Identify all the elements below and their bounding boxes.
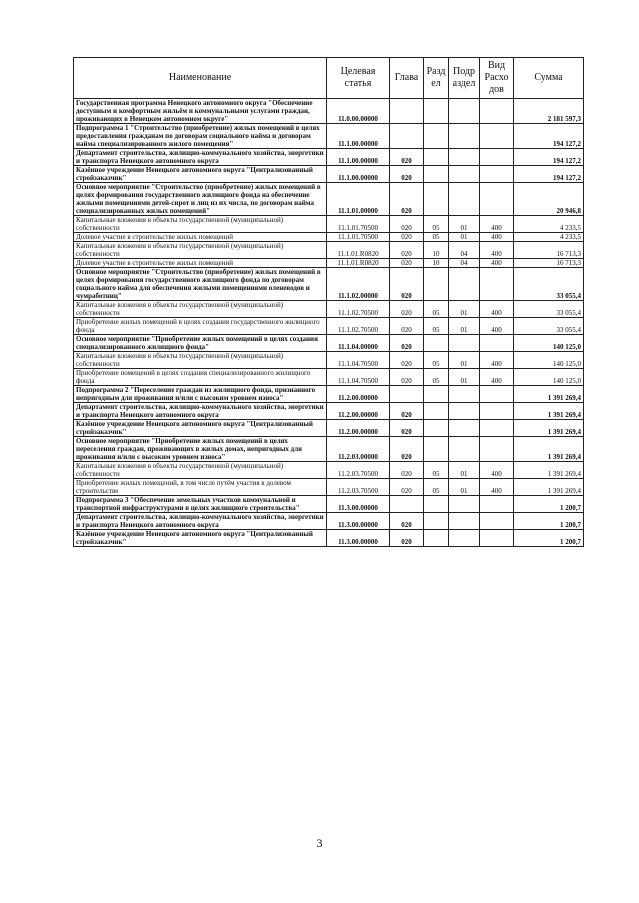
cell-section: 05 [424, 479, 449, 496]
cell-target-article: 11.1.04.00000 [327, 335, 390, 352]
cell-expense-type: 400 [480, 233, 514, 242]
cell-expense-type [480, 124, 514, 149]
cell-target-article: 11.1.00.00000 [327, 149, 390, 166]
table-row [74, 437, 584, 462]
cell-expense-type: 400 [480, 462, 514, 479]
cell-chapter: 020 [390, 530, 424, 547]
cell-name: Основное мероприятие "Приобретение жилых помещений в целях создания специализированного жилищного фонда" [74, 335, 327, 352]
table-row [74, 149, 584, 166]
cell-target-article: 11.3.00.00000 [327, 496, 390, 513]
cell-chapter: 020 [390, 403, 424, 420]
cell-section [424, 149, 449, 166]
table-row [74, 386, 584, 403]
page-number: 3 [316, 836, 323, 850]
cell-expense-type: 400 [480, 216, 514, 233]
cell-sum: 194 127,2 [514, 166, 584, 183]
cell-section [424, 530, 449, 547]
cell-target-article: 11.0.00.00000 [327, 99, 390, 124]
header-expense-type: Вид Расхо дов [480, 58, 514, 99]
cell-chapter: 020 [390, 369, 424, 386]
header-subsection: Подр аздел [449, 58, 480, 99]
cell-section [424, 386, 449, 403]
cell-sum: 1 391 269,4 [514, 386, 584, 403]
cell-target-article: 11.1.01.R0820 [327, 242, 390, 259]
table-row [74, 124, 584, 149]
cell-name: Капитальные вложения в объекты государственной (муниципальной) собственности [74, 242, 327, 259]
cell-name: Государственная программа Ненецкого автономного округа "Обеспечение доступным и комфортным жильём и коммунальными услугами граждан, проживающих в Ненецком автономном округе" [74, 99, 327, 124]
cell-section [424, 124, 449, 149]
table-row [74, 462, 584, 479]
cell-subsection [449, 403, 480, 420]
cell-expense-type [480, 268, 514, 301]
cell-name: Долевое участие в строительстве жилых помещений [74, 233, 327, 242]
cell-chapter: 020 [390, 216, 424, 233]
cell-sum: 4 233,5 [514, 216, 584, 233]
cell-subsection: 01 [449, 318, 480, 335]
cell-section [424, 183, 449, 216]
cell-name: Основное мероприятие "Приобретение жилых помещений в целях переселения граждан, проживающих в жилых домах, непригодных для проживания и/или с высоким уровнем износа" [74, 437, 327, 462]
cell-sum: 4 233,5 [514, 233, 584, 242]
cell-sum: 2 181 597,3 [514, 99, 584, 124]
cell-chapter: 020 [390, 183, 424, 216]
cell-section [424, 403, 449, 420]
cell-section [424, 335, 449, 352]
cell-subsection [449, 530, 480, 547]
cell-section [424, 437, 449, 462]
cell-sum: 33 055,4 [514, 318, 584, 335]
cell-subsection: 04 [449, 259, 480, 268]
cell-expense-type: 400 [480, 318, 514, 335]
cell-subsection [449, 386, 480, 403]
cell-name: Капитальные вложения в объекты государственной (муниципальной) собственности [74, 216, 327, 233]
cell-target-article: 11.1.04.70500 [327, 352, 390, 369]
cell-chapter: 020 [390, 437, 424, 462]
table-row [74, 233, 584, 242]
cell-name: Капитальные вложения в объекты государственной (муниципальной) собственности [74, 462, 327, 479]
cell-sum: 140 125,0 [514, 369, 584, 386]
cell-name: Департамент строительства, жилищно-коммунального хозяйства, энергетики и транспорта Ненецкого автономного округа [74, 149, 327, 166]
cell-expense-type [480, 386, 514, 403]
cell-expense-type [480, 183, 514, 216]
table-row [74, 352, 584, 369]
cell-subsection [449, 268, 480, 301]
cell-chapter: 020 [390, 233, 424, 242]
cell-section [424, 420, 449, 437]
cell-target-article: 11.3.00.00000 [327, 530, 390, 547]
cell-subsection: 01 [449, 233, 480, 242]
table-row [74, 216, 584, 233]
cell-section [424, 496, 449, 513]
cell-target-article: 11.2.00.00000 [327, 420, 390, 437]
table-row [74, 301, 584, 318]
cell-sum: 16 713,3 [514, 259, 584, 268]
table-row [74, 183, 584, 216]
cell-subsection [449, 183, 480, 216]
cell-subsection: 01 [449, 301, 480, 318]
cell-subsection [449, 166, 480, 183]
cell-name: Казённое учреждение Ненецкого автономного округа "Централизованный стройзаказчик" [74, 166, 327, 183]
cell-subsection: 01 [449, 479, 480, 496]
cell-target-article: 11.2.00.00000 [327, 403, 390, 420]
cell-section: 05 [424, 352, 449, 369]
table-row [74, 166, 584, 183]
header-section: Разд ел [424, 58, 449, 99]
table-row [74, 513, 584, 530]
cell-subsection [449, 124, 480, 149]
cell-expense-type [480, 420, 514, 437]
cell-name: Подпрограмма 1 "Строительство (приобретение) жилых помещений в целях предоставления гражданам по договорам социального найма и договорам найма специализированного жилого помещения" [74, 124, 327, 149]
table-row [74, 403, 584, 420]
cell-target-article: 11.2.03.00000 [327, 437, 390, 462]
cell-chapter: 020 [390, 420, 424, 437]
cell-sum: 1 200,7 [514, 496, 584, 513]
cell-chapter: 020 [390, 318, 424, 335]
cell-subsection [449, 513, 480, 530]
table-row [74, 530, 584, 547]
cell-sum: 194 127,2 [514, 124, 584, 149]
cell-section [424, 268, 449, 301]
cell-target-article: 11.1.01.70500 [327, 233, 390, 242]
header-chapter: Глава [390, 58, 424, 99]
table-row [74, 479, 584, 496]
table-row [74, 242, 584, 259]
cell-chapter [390, 124, 424, 149]
cell-subsection: 01 [449, 369, 480, 386]
cell-chapter: 020 [390, 479, 424, 496]
cell-name: Приобретение жилых помещений в целях создания государственного жилищного фонда [74, 318, 327, 335]
cell-target-article: 11.1.02.70500 [327, 301, 390, 318]
cell-target-article: 11.1.01.R0820 [327, 259, 390, 268]
cell-subsection: 04 [449, 242, 480, 259]
cell-sum: 1 391 269,4 [514, 403, 584, 420]
cell-expense-type [480, 513, 514, 530]
cell-chapter: 020 [390, 513, 424, 530]
cell-chapter: 020 [390, 166, 424, 183]
cell-expense-type [480, 403, 514, 420]
cell-chapter: 020 [390, 242, 424, 259]
cell-expense-type [480, 149, 514, 166]
table-header-row [74, 58, 584, 99]
cell-name: Долевое участие в строительстве жилых помещений [74, 259, 327, 268]
cell-section: 05 [424, 233, 449, 242]
cell-expense-type: 400 [480, 259, 514, 268]
cell-target-article: 11.1.02.70500 [327, 318, 390, 335]
cell-subsection [449, 149, 480, 166]
cell-sum: 1 200,7 [514, 513, 584, 530]
cell-expense-type [480, 99, 514, 124]
cell-chapter: 020 [390, 352, 424, 369]
header-target-article: Целевая статья [327, 58, 390, 99]
cell-section: 05 [424, 318, 449, 335]
cell-sum: 20 946,8 [514, 183, 584, 216]
cell-name: Казённое учреждение Ненецкого автономного округа "Централизованный стройзаказчик" [74, 530, 327, 547]
cell-name: Приобретение жилых помещений, в том числе путём участия в долевом строительстве [74, 479, 327, 496]
cell-target-article: 11.2.03.70500 [327, 462, 390, 479]
cell-expense-type: 400 [480, 369, 514, 386]
header-name: Наименование [74, 58, 327, 99]
cell-sum: 1 391 269,4 [514, 479, 584, 496]
cell-name: Основное мероприятие "Строительство (приобретение) жилых помещений в целях формирования государственного жилищного фонда по договорам социального найма для обеспечения жилыми помещениями оленеводов и чумработниц" [74, 268, 327, 301]
cell-chapter: 020 [390, 268, 424, 301]
cell-name: Подпрограмма 3 "Обеспечение земельных участков коммунальной и транспортной инфраструктурами в целях жилищного строительства" [74, 496, 327, 513]
cell-sum: 1 391 269,4 [514, 462, 584, 479]
cell-name: Департамент строительства, жилищно-коммунального хозяйства, энергетики и транспорта Ненецкого автономного округа [74, 403, 327, 420]
cell-name: Приобретение помещений в целях создания специализированного жилищного фонда [74, 369, 327, 386]
cell-expense-type: 400 [480, 242, 514, 259]
table-row [74, 268, 584, 301]
cell-subsection [449, 437, 480, 462]
cell-expense-type: 400 [480, 301, 514, 318]
cell-expense-type [480, 530, 514, 547]
cell-target-article: 11.1.00.00000 [327, 124, 390, 149]
cell-chapter [390, 386, 424, 403]
cell-expense-type [480, 335, 514, 352]
cell-sum: 194 127,2 [514, 149, 584, 166]
table-body [74, 99, 584, 547]
cell-target-article: 11.1.01.70500 [327, 216, 390, 233]
cell-chapter [390, 99, 424, 124]
table-row [74, 99, 584, 124]
cell-name: Казённое учреждение Ненецкого автономного округа "Централизованный стройзаказчик" [74, 420, 327, 437]
cell-sum: 33 055,4 [514, 268, 584, 301]
table-row [74, 318, 584, 335]
cell-target-article: 11.1.04.70500 [327, 369, 390, 386]
cell-sum: 16 713,3 [514, 242, 584, 259]
cell-name: Департамент строительства, жилищно-коммунального хозяйства, энергетики и транспорта Ненецкого автономного округа [74, 513, 327, 530]
table-row [74, 496, 584, 513]
cell-target-article: 11.2.03.70500 [327, 479, 390, 496]
cell-name: Капитальные вложения в объекты государственной (муниципальной) собственности [74, 301, 327, 318]
cell-target-article: 11.2.00.00000 [327, 386, 390, 403]
cell-target-article: 11.1.01.00000 [327, 183, 390, 216]
cell-sum: 33 055,4 [514, 301, 584, 318]
cell-target-article: 11.3.00.00000 [327, 513, 390, 530]
cell-subsection: 01 [449, 216, 480, 233]
cell-chapter [390, 496, 424, 513]
cell-section: 05 [424, 369, 449, 386]
cell-sum: 140 125,0 [514, 335, 584, 352]
cell-section: 05 [424, 301, 449, 318]
cell-chapter: 020 [390, 462, 424, 479]
cell-expense-type: 400 [480, 352, 514, 369]
cell-chapter: 020 [390, 259, 424, 268]
cell-name: Капитальные вложения в объекты государственной (муниципальной) собственности [74, 352, 327, 369]
cell-sum: 140 125,0 [514, 352, 584, 369]
cell-expense-type: 400 [480, 479, 514, 496]
cell-section [424, 99, 449, 124]
cell-subsection [449, 420, 480, 437]
cell-chapter: 020 [390, 335, 424, 352]
cell-name: Подпрограмма 2 "Переселение граждан из жилищного фонда, признанного непригодным для проживания и/или с высоким уровнем износа" [74, 386, 327, 403]
cell-section [424, 513, 449, 530]
cell-expense-type [480, 166, 514, 183]
table-row [74, 420, 584, 437]
cell-subsection [449, 496, 480, 513]
header-sum: Сумма [514, 58, 584, 99]
cell-chapter: 020 [390, 301, 424, 318]
cell-expense-type [480, 496, 514, 513]
cell-section: 10 [424, 259, 449, 268]
budget-table [73, 57, 584, 547]
cell-section: 10 [424, 242, 449, 259]
cell-name: Основное мероприятие "Строительство (приобретение) жилых помещений в целях формирования государственного жилищного фонда на обеспечение жилыми помещениями детей-сирот и лиц из их числа, по договорам найма специализированных жилых помещений" [74, 183, 327, 216]
cell-chapter: 020 [390, 149, 424, 166]
cell-subsection: 01 [449, 352, 480, 369]
cell-section: 05 [424, 462, 449, 479]
cell-section: 05 [424, 216, 449, 233]
cell-sum: 1 391 269,4 [514, 437, 584, 462]
cell-section [424, 166, 449, 183]
cell-expense-type [480, 437, 514, 462]
cell-sum: 1 200,7 [514, 530, 584, 547]
cell-subsection [449, 99, 480, 124]
cell-target-article: 11.1.00.00000 [327, 166, 390, 183]
table-row [74, 369, 584, 386]
cell-subsection [449, 335, 480, 352]
table-row [74, 259, 584, 268]
cell-target-article: 11.1.02.00000 [327, 268, 390, 301]
cell-sum: 1 391 269,4 [514, 420, 584, 437]
table-row [74, 335, 584, 352]
cell-subsection: 01 [449, 462, 480, 479]
